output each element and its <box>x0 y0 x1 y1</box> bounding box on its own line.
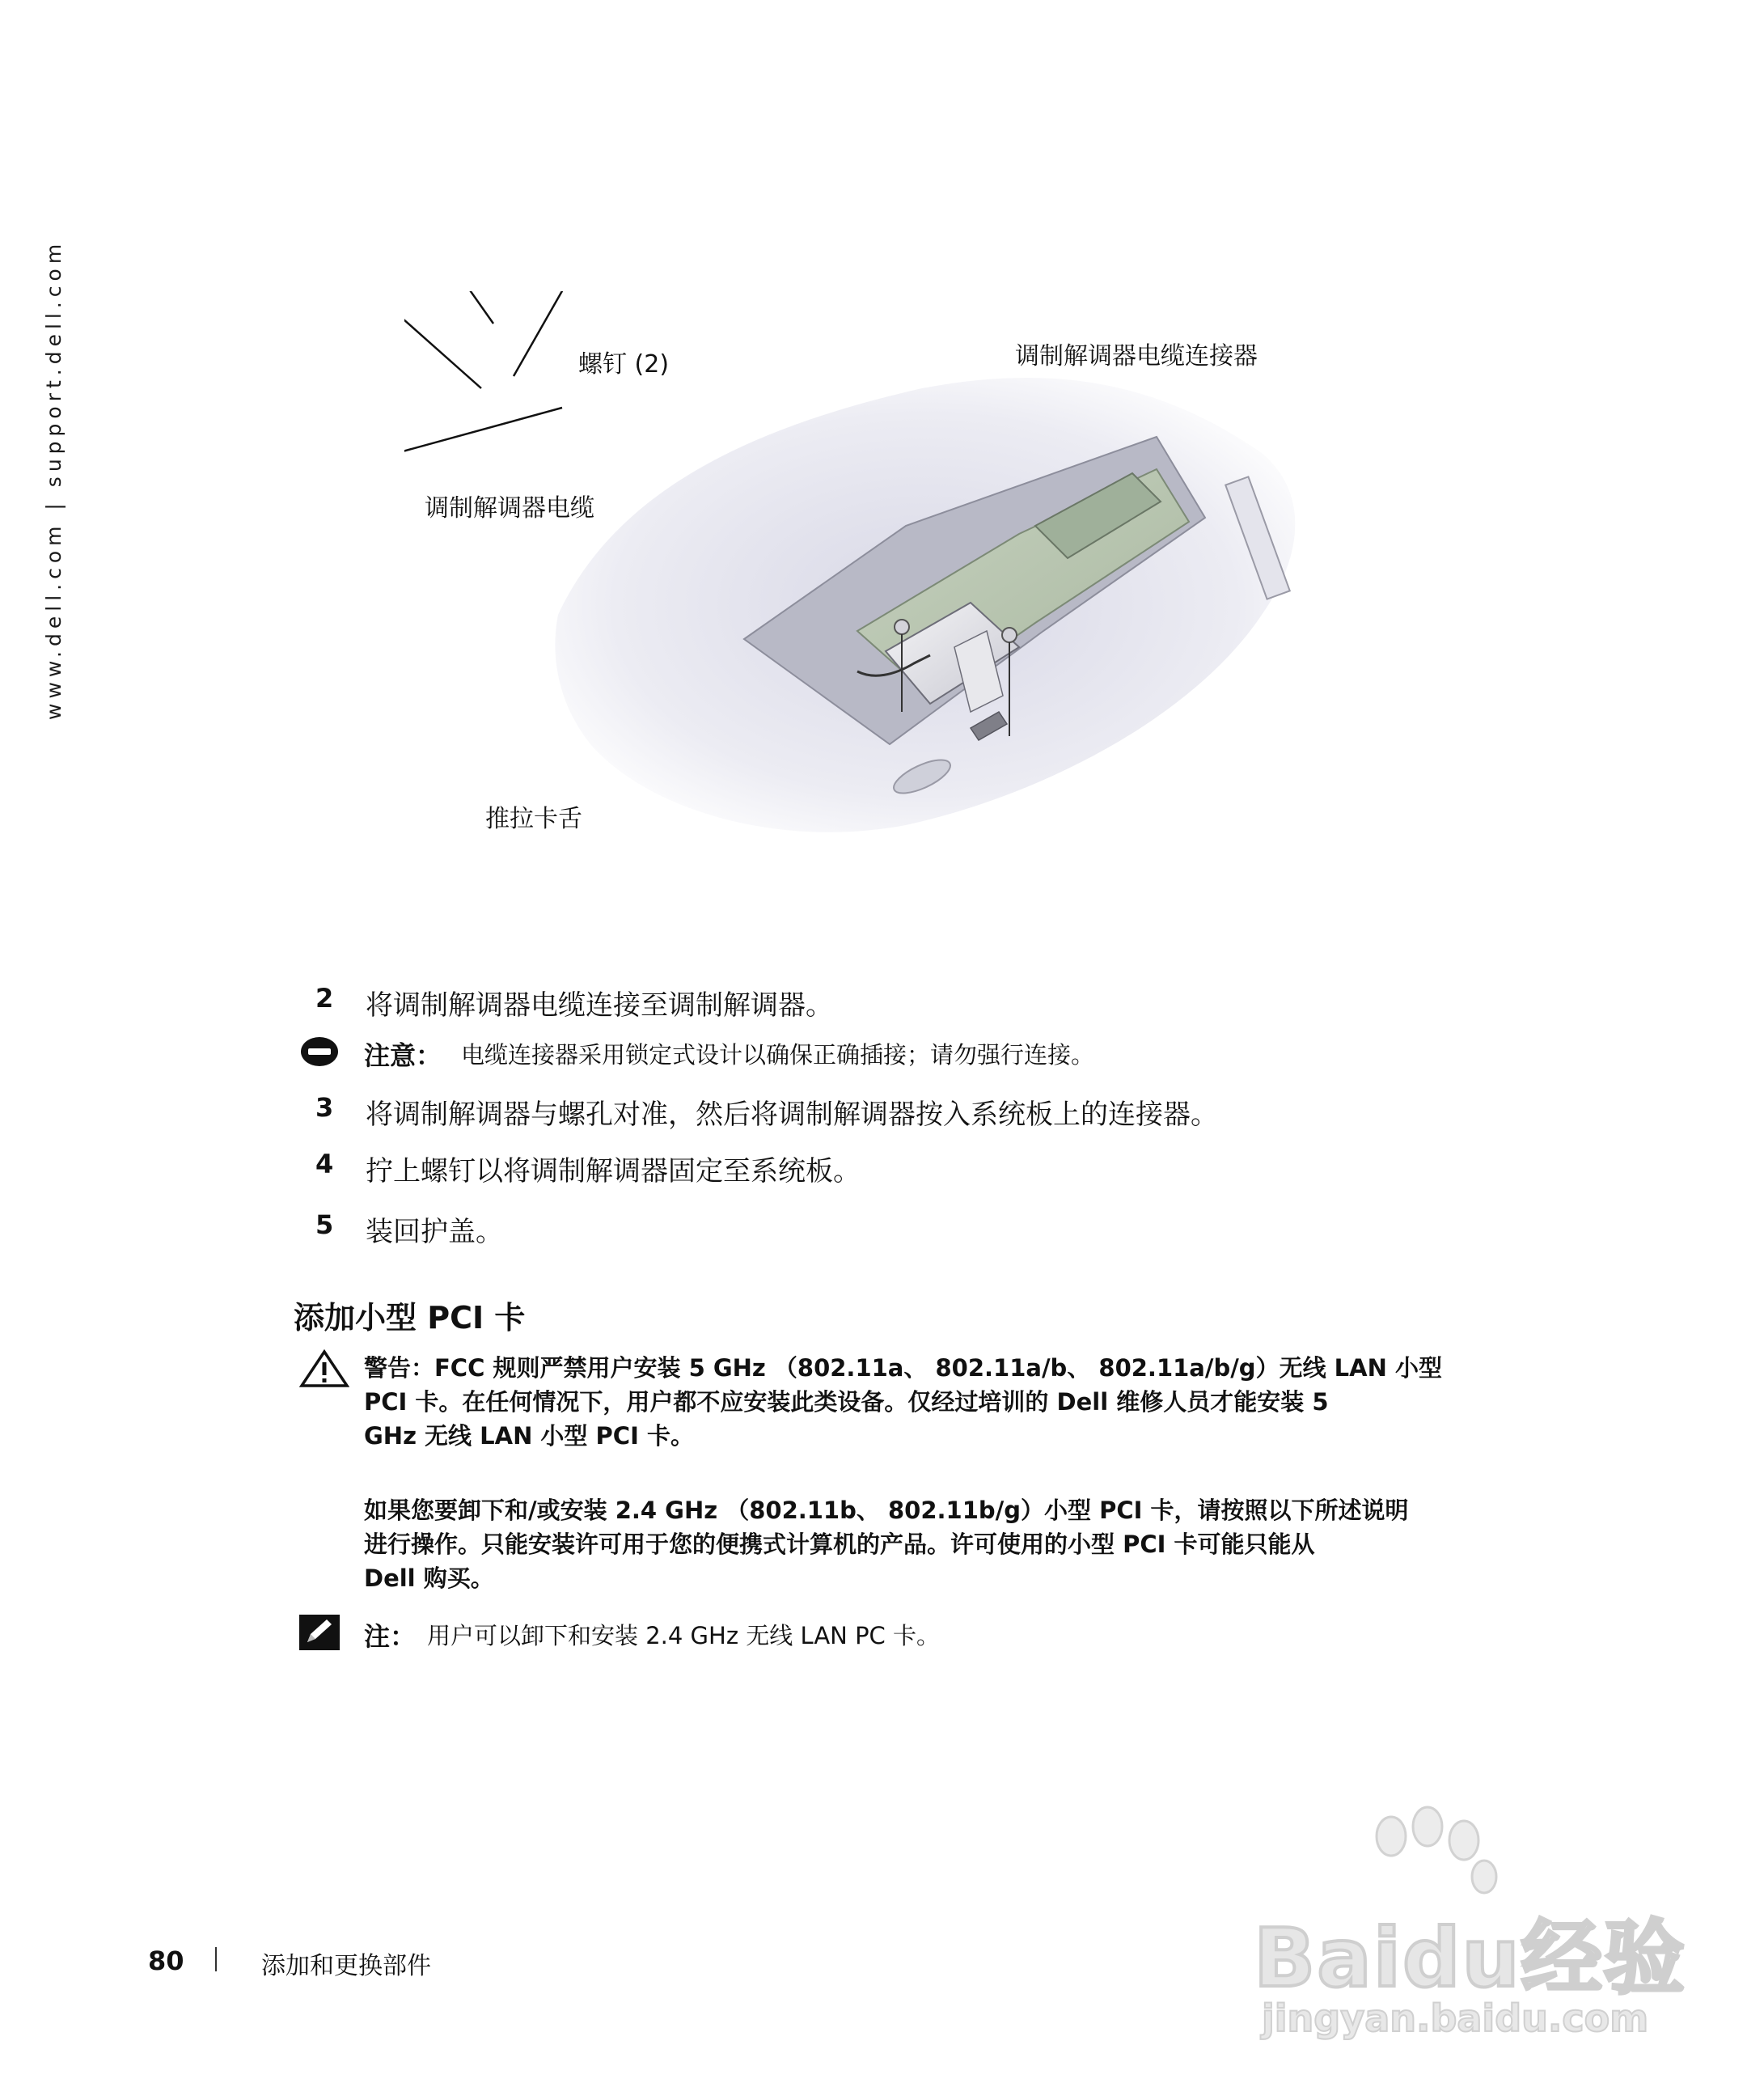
chapter-title: 添加和更换部件 <box>261 1952 431 1980</box>
step-number: 4 <box>315 1149 334 1179</box>
callout-cable: 调制解调器电缆 <box>425 494 594 523</box>
footer-divider <box>215 1947 217 1971</box>
step-number: 2 <box>315 983 334 1014</box>
warning-line: 警告：FCC 规则严禁用户安装 5 GHz （802.11a、 802.11a/b、 802.11a/b/g）无线 LAN 小型 <box>364 1354 1442 1382</box>
screw-left <box>895 620 909 634</box>
warning-triangle-icon <box>299 1349 349 1388</box>
warning-line: 如果您要卸下和/或安装 2.4 GHz （802.11b、 802.11b/g）小型 PCI 卡，请按照以下所述说明 <box>364 1497 1409 1524</box>
notice-title: 注意： <box>364 1040 442 1071</box>
warning-line: PCI 卡。在任何情况下，用户都不应安装此类设备。仅经过培训的 Dell 维修人员才能安装 5 <box>364 1388 1329 1416</box>
modem-illustration <box>404 291 1415 874</box>
watermark-url: jingyan.baidu.com <box>1262 1996 1649 2040</box>
pencil-note-icon <box>299 1615 340 1650</box>
baidu-watermark <box>1246 1804 1686 2047</box>
step-text: 装回护盖。 <box>366 1216 503 1248</box>
step-number: 3 <box>315 1092 334 1123</box>
warning-text-para2 <box>364 1493 1593 1595</box>
note-text: 用户可以卸下和安装 2.4 GHz 无线 LAN PC 卡。 <box>427 1622 941 1649</box>
notice-icon <box>299 1035 340 1068</box>
side-url: www.dell.com | support.dell.com <box>42 239 66 720</box>
leader-screws <box>417 291 493 324</box>
step-text: 将调制解调器与螺孔对准，然后将调制解调器按入系统板上的连接器。 <box>366 1099 1218 1131</box>
modem-figure <box>404 291 1415 874</box>
warning-text <box>364 1351 1593 1453</box>
watermark-logo: Baidu经验 <box>1254 1911 1686 2005</box>
callout-screws: 螺钉 (2) <box>578 350 670 379</box>
screw-right <box>1002 628 1017 642</box>
notice-text: 电缆连接器采用锁定式设计以确保正确插接；请勿强行连接。 <box>461 1041 1095 1069</box>
leader-cable <box>404 306 481 388</box>
note-title: 注： <box>364 1621 417 1652</box>
warning-line: GHz 无线 LAN 小型 PCI 卡。 <box>364 1422 694 1450</box>
warning-line: Dell 购买。 <box>364 1564 494 1592</box>
step-text: 将调制解调器电缆连接至调制解调器。 <box>366 989 833 1022</box>
step-number: 5 <box>315 1209 334 1240</box>
callout-connector: 调制解调器电缆连接器 <box>1015 342 1258 370</box>
page-number: 80 <box>148 1945 184 1976</box>
warning-line: 进行操作。只能安装许可用于您的便携式计算机的产品。许可使用的小型 PCI 卡可能只能从 <box>364 1531 1315 1558</box>
callout-pull-tab: 推拉卡舌 <box>485 805 582 833</box>
step-text: 拧上螺钉以将调制解调器固定至系统板。 <box>366 1155 861 1188</box>
section-title: 添加小型 PCI 卡 <box>294 1300 526 1336</box>
